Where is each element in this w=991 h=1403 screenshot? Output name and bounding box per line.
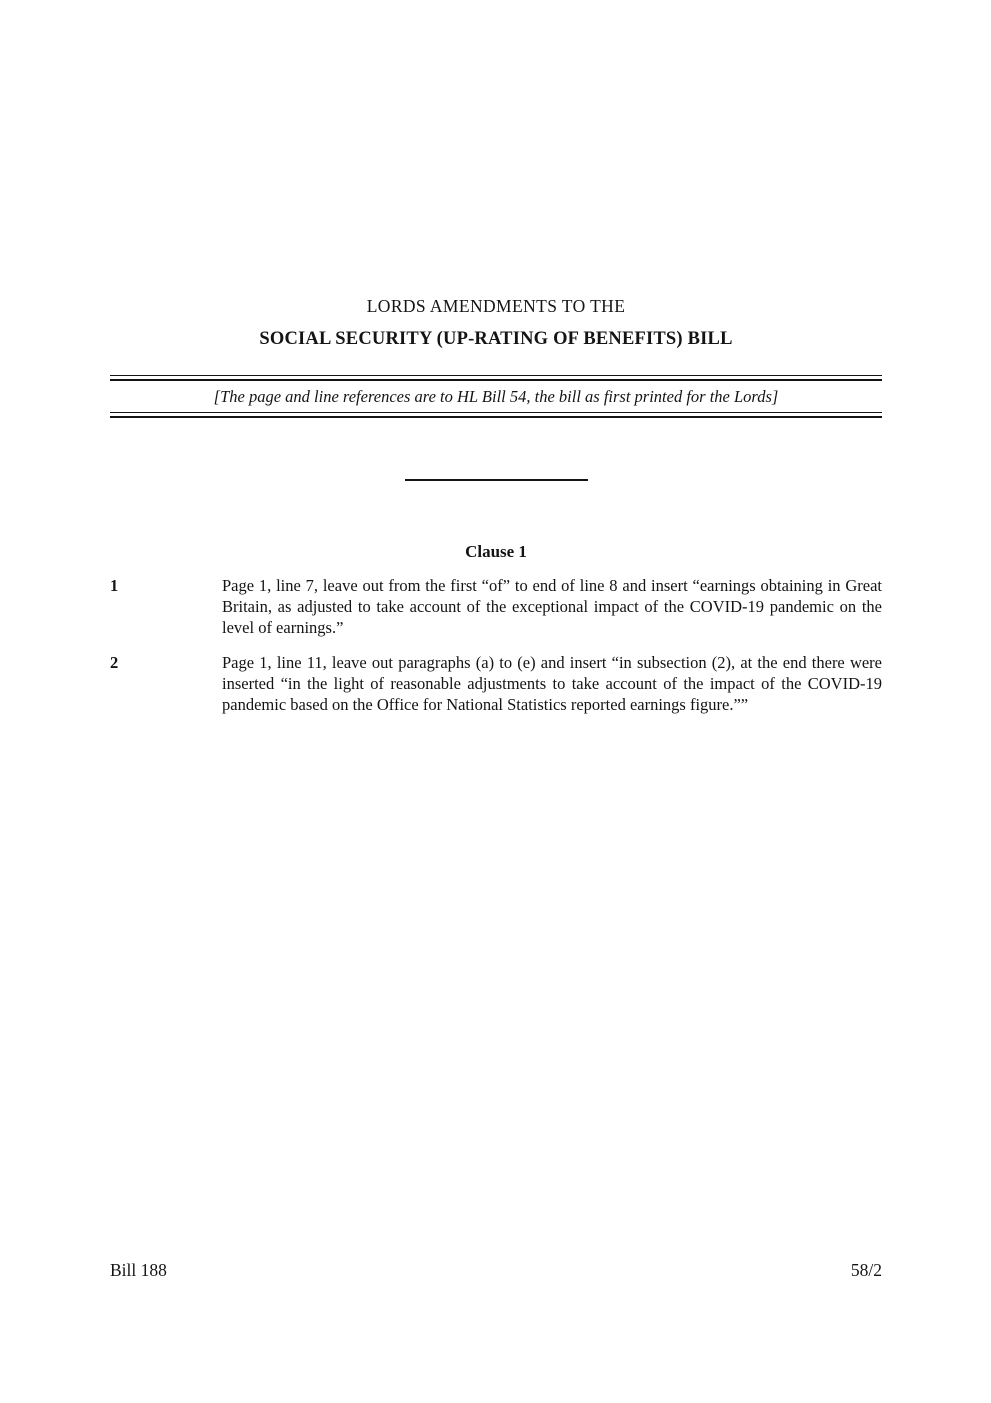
banner-bottom-rule-thick: [110, 416, 882, 418]
amendments-list: [110, 575, 882, 715]
amendment-row: [110, 575, 882, 638]
reference-note: [The page and line references are to HL Bill 54, the bill as first printed for the Lords]: [213, 387, 779, 406]
amendment-text: Page 1, line 11, leave out paragraphs (a) to (e) and insert “in subsection (2), at the end there were inserted “in the light of reasonable adjustments to take account of the impact of the COVID-19 pandemic based on the Office for National Statistics reported earnings figure.””: [222, 653, 882, 714]
banner-top-rule-thin: [110, 375, 882, 376]
amendment-number: 2: [110, 653, 119, 672]
reference-note-banner: [110, 375, 882, 418]
clause-heading: Clause 1: [465, 542, 527, 561]
document-title-line1: LORDS AMENDMENTS TO THE: [366, 296, 626, 316]
document-title-line2: SOCIAL SECURITY (UP-RATING OF BENEFITS) BILL: [259, 329, 733, 349]
amendment-number: 1: [110, 576, 119, 595]
amendment-text: Page 1, line 7, leave out from the first “of” to end of line 8 and insert “earnings obtaining in Great Britain, as adjusted to take account of the exceptional impact of the COVID-19 pandemic on the level of earnings.”: [222, 576, 882, 637]
footer-print-number: 58/2: [850, 1260, 882, 1280]
amendment-row: [110, 652, 882, 715]
footer-bill-number: Bill 188: [110, 1260, 167, 1280]
section-divider: [405, 479, 588, 481]
banner-bottom-rule-thin: [110, 412, 882, 413]
